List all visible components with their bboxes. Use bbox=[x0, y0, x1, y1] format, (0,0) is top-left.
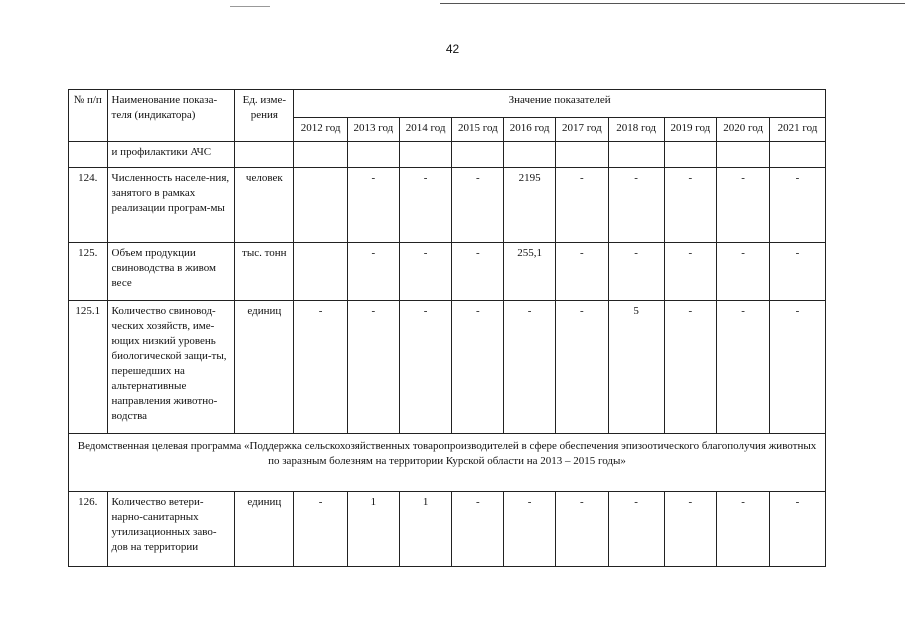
row-value bbox=[348, 142, 400, 168]
row-value: - bbox=[452, 243, 504, 301]
row-value: - bbox=[664, 168, 717, 243]
row-value bbox=[294, 243, 348, 301]
section-title: Ведомственная целевая программа «Поддержка сельскохозяйственных товаропроизводителей в сфере обеспечения эпизоотического благополучия животных по заразным болезням на территории Курской области на 2013 – 2015 годы» bbox=[69, 434, 826, 492]
row-value: 1 bbox=[399, 492, 452, 567]
row-value: - bbox=[399, 301, 452, 434]
row-value: - bbox=[608, 168, 664, 243]
row-value: 255,1 bbox=[504, 243, 556, 301]
header-year: 2020 год bbox=[717, 118, 770, 142]
header-year: 2014 год bbox=[399, 118, 452, 142]
top-rule-small bbox=[230, 6, 270, 7]
row-value: - bbox=[555, 492, 608, 567]
row-value bbox=[452, 142, 504, 168]
row-name: Количество ветери-нарно-санитарных утилизационных заво-дов на территории bbox=[107, 492, 235, 567]
table-row bbox=[69, 301, 826, 434]
table-row bbox=[69, 168, 826, 243]
row-value bbox=[608, 142, 664, 168]
row-value: - bbox=[504, 492, 556, 567]
row-name: Объем продукции свиноводства в живом весе bbox=[107, 243, 235, 301]
row-value: - bbox=[717, 168, 770, 243]
row-value bbox=[294, 142, 348, 168]
row-value: - bbox=[452, 492, 504, 567]
row-num: 126. bbox=[69, 492, 108, 567]
row-value: - bbox=[717, 301, 770, 434]
row-value: - bbox=[452, 168, 504, 243]
row-num: 125.1 bbox=[69, 301, 108, 434]
row-unit: единиц bbox=[235, 492, 294, 567]
top-rule bbox=[440, 3, 905, 4]
row-unit: тыс. тонн bbox=[235, 243, 294, 301]
row-value: - bbox=[717, 243, 770, 301]
row-value: - bbox=[399, 243, 452, 301]
row-value bbox=[399, 142, 452, 168]
row-value: - bbox=[770, 168, 826, 243]
row-value: - bbox=[399, 168, 452, 243]
row-value: - bbox=[294, 492, 348, 567]
row-value: - bbox=[608, 492, 664, 567]
row-name: Численность населе-ния, занятого в рамках реализации програм-мы bbox=[107, 168, 235, 243]
header-year: 2016 год bbox=[504, 118, 556, 142]
row-unit: единиц bbox=[235, 301, 294, 434]
header-num: № п/п bbox=[69, 90, 108, 142]
header-unit: Ед. изме-рения bbox=[235, 90, 294, 142]
row-value bbox=[770, 142, 826, 168]
row-value: - bbox=[348, 301, 400, 434]
row-value: 1 bbox=[348, 492, 400, 567]
row-value bbox=[504, 142, 556, 168]
header-year: 2019 год bbox=[664, 118, 717, 142]
row-unit: человек bbox=[235, 168, 294, 243]
row-value: - bbox=[555, 301, 608, 434]
row-value bbox=[294, 168, 348, 243]
header-row-1 bbox=[69, 90, 826, 118]
table-row-continuation bbox=[69, 142, 826, 168]
row-value: - bbox=[770, 243, 826, 301]
table-row bbox=[69, 243, 826, 301]
row-value bbox=[664, 142, 717, 168]
header-year: 2012 год bbox=[294, 118, 348, 142]
row-value: - bbox=[348, 243, 400, 301]
header-year: 2018 год bbox=[608, 118, 664, 142]
row-value bbox=[555, 142, 608, 168]
row-value: - bbox=[348, 168, 400, 243]
row-value: - bbox=[770, 492, 826, 567]
row-value: - bbox=[555, 168, 608, 243]
header-year: 2017 год bbox=[555, 118, 608, 142]
indicator-table bbox=[68, 89, 826, 567]
page-number: 42 bbox=[445, 42, 460, 56]
row-value: 2195 bbox=[504, 168, 556, 243]
row-value: - bbox=[717, 492, 770, 567]
row-value: - bbox=[452, 301, 504, 434]
row-value: - bbox=[555, 243, 608, 301]
section-row bbox=[69, 434, 826, 492]
row-num bbox=[69, 142, 108, 168]
row-value: - bbox=[664, 243, 717, 301]
row-name: и профилактики АЧС bbox=[107, 142, 235, 168]
row-value: - bbox=[294, 301, 348, 434]
row-name: Количество свиновод-ческих хозяйств, име-ющих низкий уровень биологической защи-ты, перешедших на альтернативные направления животно-водства bbox=[107, 301, 235, 434]
header-values-group: Значение показателей bbox=[294, 90, 826, 118]
row-value: - bbox=[664, 301, 717, 434]
header-year: 2013 год bbox=[348, 118, 400, 142]
table-row bbox=[69, 492, 826, 567]
header-year: 2015 год bbox=[452, 118, 504, 142]
row-unit bbox=[235, 142, 294, 168]
row-value: 5 bbox=[608, 301, 664, 434]
row-value: - bbox=[608, 243, 664, 301]
row-value bbox=[717, 142, 770, 168]
row-value: - bbox=[664, 492, 717, 567]
row-value: - bbox=[770, 301, 826, 434]
row-num: 125. bbox=[69, 243, 108, 301]
row-num: 124. bbox=[69, 168, 108, 243]
row-value: - bbox=[504, 301, 556, 434]
header-name: Наименование показа-теля (индикатора) bbox=[107, 90, 235, 142]
header-year: 2021 год bbox=[770, 118, 826, 142]
